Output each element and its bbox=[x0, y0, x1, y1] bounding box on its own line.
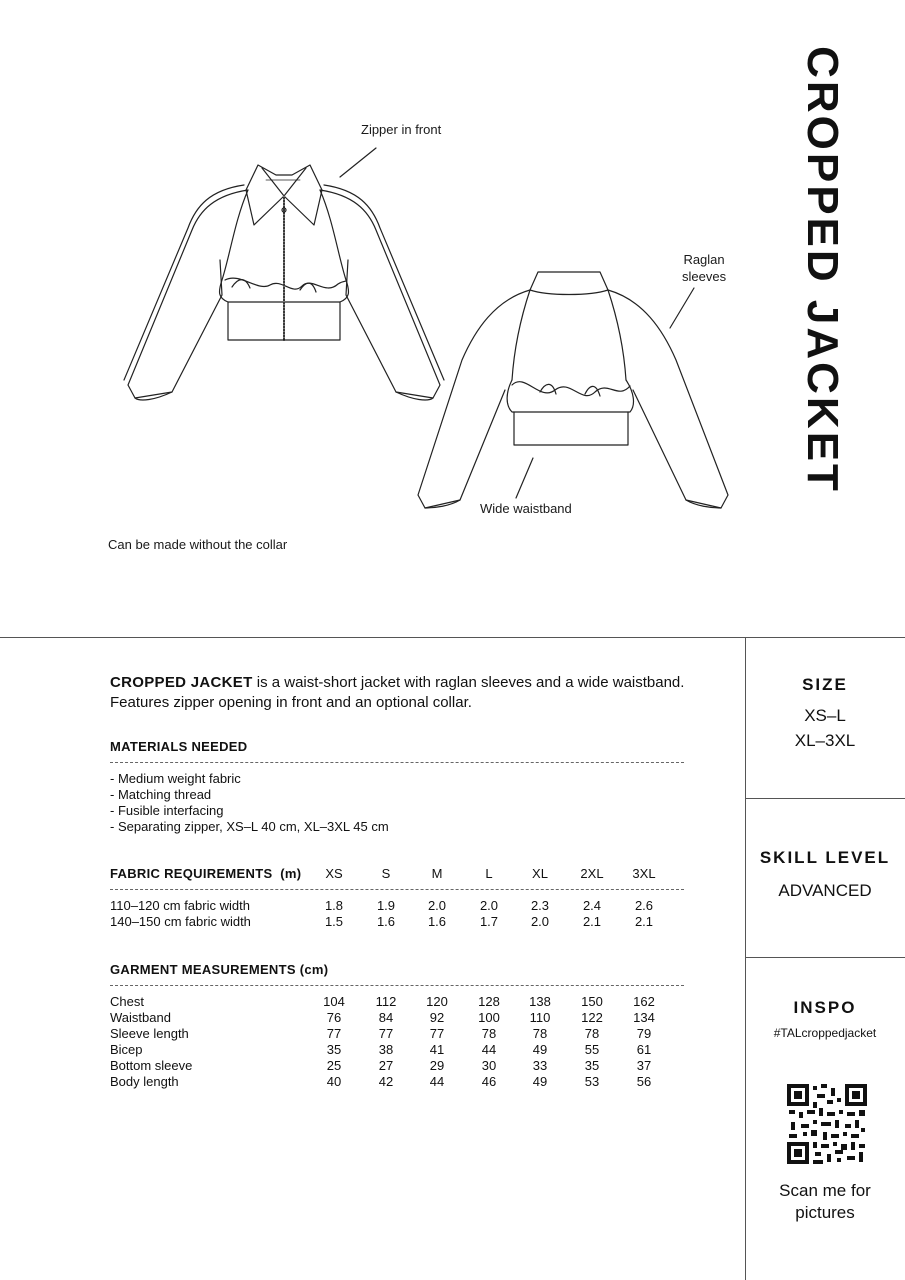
materials-item: - Medium weight fabric bbox=[110, 771, 241, 786]
garment-cell: 77 bbox=[429, 1026, 445, 1041]
garment-cell: 25 bbox=[326, 1058, 342, 1073]
fabric-unit: (m) bbox=[280, 866, 302, 881]
garment-cell: 112 bbox=[375, 994, 397, 1009]
garment-cell: 150 bbox=[581, 994, 603, 1009]
garment-cell: 37 bbox=[636, 1058, 652, 1073]
materials-list bbox=[110, 771, 389, 835]
fabric-cell: 2.0 bbox=[479, 898, 499, 913]
zipper-callout: Zipper in front bbox=[361, 122, 442, 137]
materials-item: - Fusible interfacing bbox=[110, 803, 224, 818]
raglan-callout bbox=[682, 251, 726, 285]
raglan-callout-line1: Raglan bbox=[683, 252, 725, 267]
garment-cell: 29 bbox=[429, 1058, 445, 1073]
sidebar-divider-1 bbox=[745, 798, 905, 799]
garment-cell: 76 bbox=[326, 1010, 342, 1025]
fabric-cell: 1.8 bbox=[324, 898, 344, 913]
front-view-drawing bbox=[124, 165, 444, 400]
intro-text: is a waist-short jacket with raglan sleeves and a wide waistband. bbox=[252, 674, 685, 691]
garment-cell: 92 bbox=[429, 1010, 445, 1025]
garment-cell: 49 bbox=[532, 1042, 548, 1057]
fabric-row-label: 110–120 cm fabric width bbox=[110, 898, 250, 913]
materials-heading: MATERIALS NEEDED bbox=[110, 739, 248, 754]
garment-cell: 79 bbox=[636, 1026, 652, 1041]
garment-heading: GARMENT MEASUREMENTS (cm) bbox=[110, 962, 329, 977]
collar-note: Can be made without the collar bbox=[108, 537, 288, 552]
garment-cell: 49 bbox=[532, 1074, 548, 1089]
back-view-drawing bbox=[418, 272, 728, 508]
garment-cell: 110 bbox=[529, 1010, 551, 1025]
intro-line2: Features zipper opening in front and an optional collar. bbox=[110, 694, 472, 711]
garment-cell: 138 bbox=[529, 994, 551, 1009]
garment-cell: 77 bbox=[378, 1026, 394, 1041]
fabric-cell: 2.1 bbox=[634, 914, 654, 929]
fabric-cell: 2.6 bbox=[634, 898, 654, 913]
garment-cell: 46 bbox=[481, 1074, 497, 1089]
size-header: 2XL bbox=[580, 866, 604, 881]
sidebar-divider-2 bbox=[745, 957, 905, 958]
waistband-callout: Wide waistband bbox=[480, 501, 572, 516]
raglan-callout-line2: sleeves bbox=[682, 269, 727, 284]
garment-cell: 27 bbox=[378, 1058, 394, 1073]
materials-rule bbox=[110, 762, 684, 763]
fabric-rule bbox=[110, 889, 684, 890]
garment-cell: 41 bbox=[429, 1042, 445, 1057]
garment-cell: 128 bbox=[478, 994, 500, 1009]
garment-cell: 78 bbox=[532, 1026, 548, 1041]
fabric-cell: 2.1 bbox=[582, 914, 602, 929]
qr-code-icon[interactable] bbox=[787, 1084, 867, 1164]
garment-cell: 84 bbox=[378, 1010, 394, 1025]
garment-cell: 162 bbox=[633, 994, 655, 1009]
garment-cell: 100 bbox=[478, 1010, 500, 1025]
garment-cell: 33 bbox=[532, 1058, 548, 1073]
materials-item: - Matching thread bbox=[110, 787, 212, 802]
garment-cell: 120 bbox=[426, 994, 448, 1009]
size-header: S bbox=[381, 866, 391, 881]
garment-cell: 42 bbox=[378, 1074, 394, 1089]
page-title: CROPPED JACKET bbox=[798, 46, 847, 494]
garment-cell: 77 bbox=[326, 1026, 342, 1041]
hashtag: #TALcroppedjacket bbox=[773, 1026, 877, 1040]
garment-cell: 134 bbox=[633, 1010, 655, 1025]
fabric-row-label: 140–150 cm fabric width bbox=[110, 914, 251, 929]
size-header: XS bbox=[325, 866, 343, 881]
garment-row-label: Chest bbox=[110, 994, 144, 1009]
fabric-heading-text: FABRIC REQUIREMENTS bbox=[110, 866, 273, 881]
garment-cell: 104 bbox=[323, 994, 345, 1009]
vertical-title bbox=[782, 46, 862, 494]
fabric-heading bbox=[110, 866, 301, 881]
garment-cell: 122 bbox=[581, 1010, 603, 1025]
fabric-cell: 2.4 bbox=[582, 898, 602, 913]
inspo-heading: INSPO bbox=[793, 998, 857, 1017]
garment-cell: 44 bbox=[481, 1042, 497, 1057]
materials-item: - Separating zipper, XS–L 40 cm, XL–3XL 45 cm bbox=[110, 819, 389, 834]
fabric-cell: 2.0 bbox=[530, 914, 550, 929]
garment-cell: 78 bbox=[481, 1026, 497, 1041]
fabric-cell: 1.9 bbox=[376, 898, 396, 913]
garment-cell: 35 bbox=[584, 1058, 600, 1073]
fabric-cell: 1.7 bbox=[479, 914, 499, 929]
size-header: 3XL bbox=[632, 866, 656, 881]
fabric-cell: 1.6 bbox=[376, 914, 396, 929]
fabric-cell: 2.0 bbox=[427, 898, 447, 913]
size-range-1: XS–L bbox=[804, 706, 846, 725]
skill-heading: SKILL LEVEL bbox=[759, 848, 891, 867]
fabric-cell: 1.5 bbox=[324, 914, 344, 929]
garment-row-label: Bottom sleeve bbox=[110, 1058, 193, 1073]
size-header: L bbox=[485, 866, 493, 881]
fabric-cell: 1.6 bbox=[427, 914, 447, 929]
garment-cell: 61 bbox=[636, 1042, 652, 1057]
garment-row-label: Waistband bbox=[110, 1010, 171, 1025]
garment-cell: 78 bbox=[584, 1026, 600, 1041]
intro-paragraph bbox=[110, 673, 710, 713]
garment-cell: 40 bbox=[326, 1074, 342, 1089]
garment-row-label: Bicep bbox=[110, 1042, 143, 1057]
garment-row-label: Body length bbox=[110, 1074, 179, 1089]
garment-cell: 56 bbox=[636, 1074, 652, 1089]
size-range bbox=[745, 703, 905, 753]
garment-cell: 55 bbox=[584, 1042, 600, 1057]
intro-name: CROPPED JACKET bbox=[110, 674, 253, 691]
garment-cell: 38 bbox=[378, 1042, 394, 1057]
garment-cell: 53 bbox=[584, 1074, 600, 1089]
fabric-cell: 2.3 bbox=[530, 898, 550, 913]
scan-text bbox=[745, 1180, 905, 1224]
garment-rule bbox=[110, 985, 684, 986]
size-heading: SIZE bbox=[802, 675, 848, 694]
section-divider bbox=[0, 637, 905, 638]
size-header: XL bbox=[532, 866, 548, 881]
jacket-illustrations bbox=[0, 0, 745, 620]
scan-text-line1: Scan me for bbox=[779, 1181, 871, 1200]
garment-cell: 44 bbox=[429, 1074, 445, 1089]
skill-value: ADVANCED bbox=[778, 881, 872, 900]
garment-row-label: Sleeve length bbox=[110, 1026, 189, 1041]
garment-cell: 35 bbox=[326, 1042, 342, 1057]
size-range-2: XL–3XL bbox=[794, 731, 856, 750]
size-header: M bbox=[431, 866, 443, 881]
garment-cell: 30 bbox=[481, 1058, 497, 1073]
scan-text-line2: pictures bbox=[795, 1203, 855, 1222]
